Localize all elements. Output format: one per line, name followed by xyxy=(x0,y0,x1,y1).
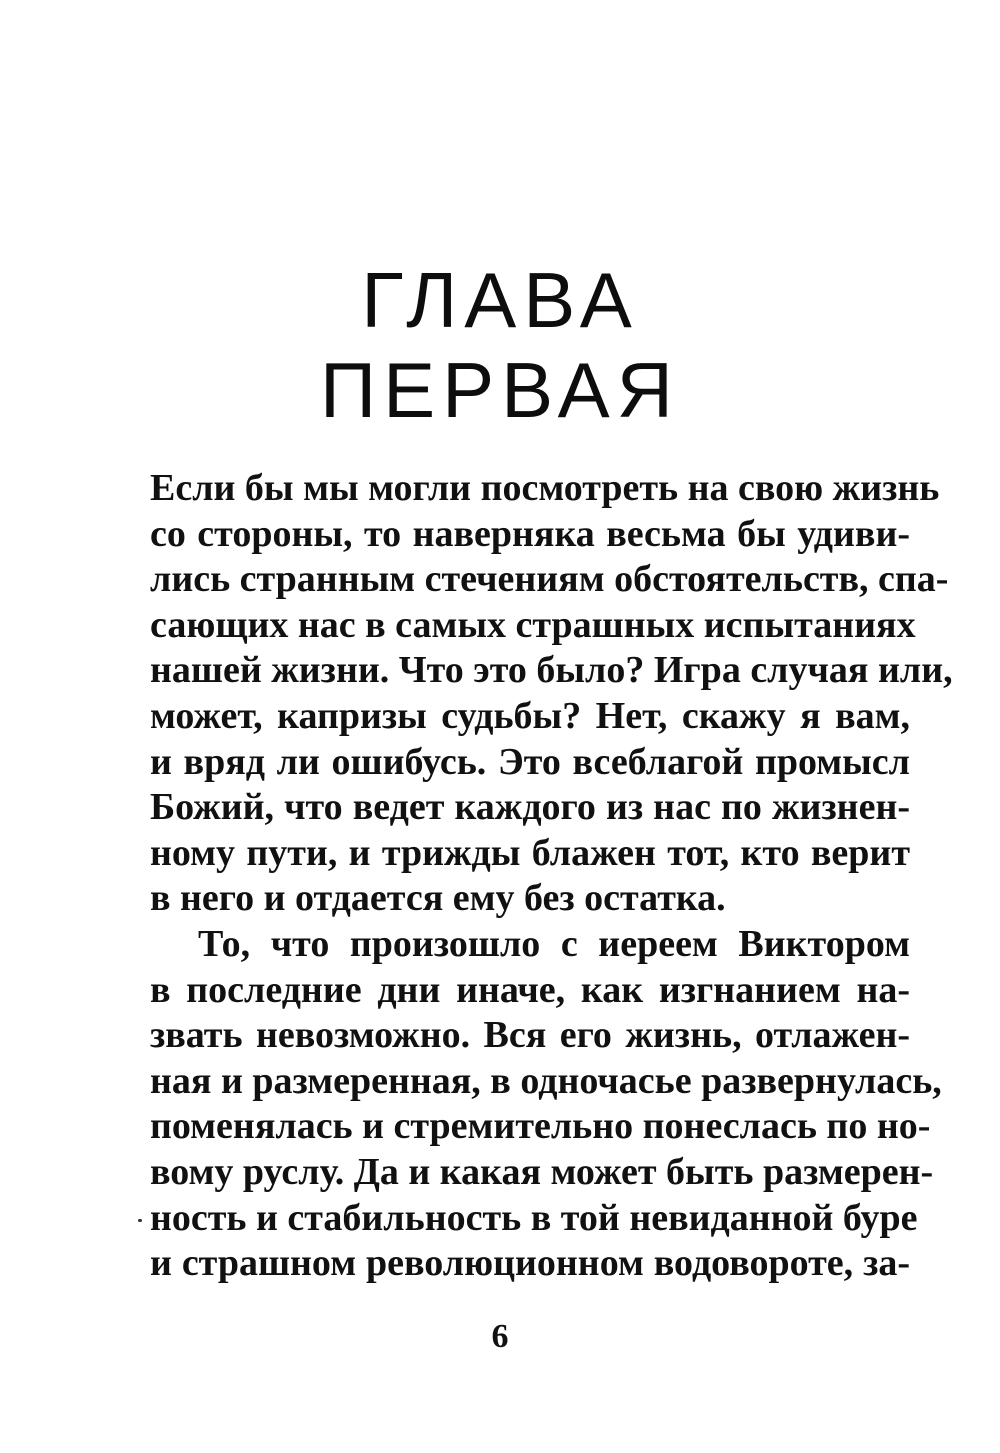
text-line: лись странным стечениям обстоятельств, спа- xyxy=(150,558,949,601)
text-line: и страшном революционном водовороте, за- xyxy=(150,1242,910,1285)
page-number: 6 xyxy=(491,1318,509,1355)
chapter-title-line-2: ПЕРВАЯ xyxy=(320,346,680,434)
text-line: со стороны, то наверняка весьма бы удиви- xyxy=(150,512,910,555)
text-line: в него и отдается ему без остатка. xyxy=(150,877,726,920)
text-line: нашей жизни. Что это было? Игра случая или, xyxy=(150,649,953,692)
text-line: ному пути, и трижды блажен тот, кто верит xyxy=(150,831,910,874)
text-line: звать невозможно. Вся его жизнь, отлажен- xyxy=(150,1014,910,1057)
text-line: и вряд ли ошибусь. Это всеблагой промысл xyxy=(150,740,910,783)
text-line: вому руслу. Да и какая может быть размерен- xyxy=(150,1150,934,1193)
text-line: поменялась и стремительно понеслась по но- xyxy=(150,1105,931,1148)
text-line: ная и размеренная, в одночасье развернулась, xyxy=(150,1059,942,1102)
chapter-title-line-1: ГЛАВА xyxy=(361,256,639,344)
print-speck xyxy=(138,1219,142,1222)
text-line: может, капризы судьбы? Нет, скажу я вам, xyxy=(150,694,910,737)
text-line: сающих нас в самых страшных испытаниях xyxy=(150,603,916,646)
body-text xyxy=(150,466,953,1287)
text-line: ность и стабильность в той невиданной буре xyxy=(150,1196,918,1239)
text-line: Божий, что ведет каждого из нас по жизнен- xyxy=(150,786,910,829)
text-line: в последние дни иначе, как изгнанием на- xyxy=(150,968,910,1011)
chapter-title xyxy=(0,255,1000,435)
text-line: Если бы мы могли посмотреть на свою жизнь xyxy=(150,467,940,509)
text-line: То, что произошло с иереем Виктором xyxy=(198,922,910,965)
